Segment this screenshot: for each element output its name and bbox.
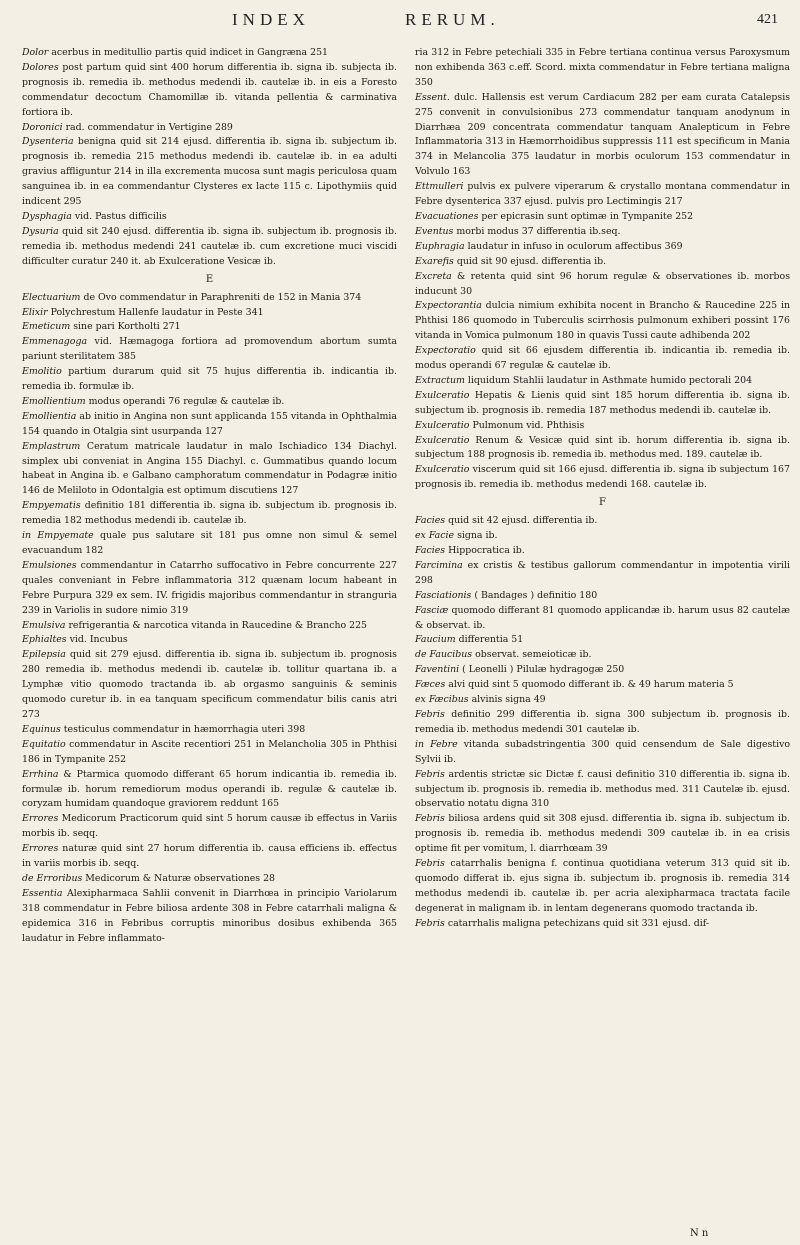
index-entry-headword: Farcimina xyxy=(415,559,463,571)
index-entry xyxy=(22,812,397,842)
index-entry-text: quale pus salutare sit 181 pus omne non simul & semel evacuandum 182 xyxy=(22,530,397,556)
index-entry-text: catarrhalis maligna petechizans quid sit 331 ejusd. dif- xyxy=(447,917,710,929)
index-entry-text: ex cristis & testibus gallorum commendantur in impotentia virili 298 xyxy=(415,559,790,586)
index-entry xyxy=(22,335,397,365)
index-entry xyxy=(22,210,397,225)
index-entry-headword: ex Facie xyxy=(415,530,455,542)
index-entry-headword: Errores xyxy=(22,813,59,825)
index-entry-headword: Emolitio xyxy=(22,366,62,378)
index-entry-headword: Emulsiones xyxy=(22,559,77,571)
index-entry-text: quid sit 42 ejusd. differentia ib. xyxy=(448,515,598,527)
index-entry-headword: Dysphagia xyxy=(22,210,72,222)
index-entry xyxy=(22,648,397,723)
index-entry xyxy=(22,135,397,210)
index-entry-text: & retenta quid sint 96 horum regulæ & observationes ib. morbos inducunt 30 xyxy=(415,270,790,297)
index-entry xyxy=(22,121,397,136)
index-entry-text: naturæ quid sint 27 horum differentia ib. causa efficiens ib. effectus in variis morbis ib. seqq. xyxy=(22,843,397,870)
index-entry xyxy=(22,395,397,410)
index-entry-text: commendatur in Ascite recentiori 251 in Melancholia 305 in Phthisi 186 in Tympanite 252 xyxy=(22,738,397,765)
index-entry-headword: Ephialtes xyxy=(22,634,67,646)
index-entry-headword: Eventus xyxy=(415,225,454,237)
index-entry-headword: Exulceratio xyxy=(415,419,470,431)
index-entry-text: definitio 299 differentia ib. signa 300 subjectum ib. prognosis ib. remedia ib. methodus medendi 301 cautelæ ib. xyxy=(415,708,790,735)
index-entry-text: ardentis strictæ sic Dictæ f. causi definitio 310 differentia ib. signa ib. subjectum ib. prognosis ib. remedia ib. methodus med. 311 Cautelæ ib. ejusd. observatio notatu digna 310 xyxy=(415,768,790,810)
index-entry-text: sine pari Kortholti 271 xyxy=(73,321,181,333)
index-entry-text: Pulmonum vid. Phthisis xyxy=(472,419,585,431)
running-head-left: INDEX xyxy=(232,10,310,29)
index-entry xyxy=(415,559,790,589)
index-entry-headword: ex Fæcibus xyxy=(415,694,469,706)
index-entry-text: catarrhalis benigna f. continua quotidiana veterum 313 quid sit ib. quomodo differat ib. ejus signa ib. subjectum ib. prognosis ib. remedia 314 methodus medendi ib. cautelæ ib. per acria alexipharmaca tractata facile degenerat in malignam ib. in lentam degenerans quomodo tractanda ib. xyxy=(415,858,790,914)
index-entry-text: de Ovo commendatur in Paraphreniti de 152 in Mania 374 xyxy=(83,291,362,303)
index-entry-headword: Febris xyxy=(415,708,445,720)
index-entry-headword: Elixir xyxy=(22,306,48,318)
index-entry-text: alvinis signa 49 xyxy=(471,694,546,706)
index-entry-headword: Fæces xyxy=(415,679,446,691)
section-letter: F xyxy=(599,497,606,509)
index-entry-headword: Electuarium xyxy=(22,291,81,303)
index-entry-text: Hippocratica ib. xyxy=(448,545,525,556)
index-entry xyxy=(22,738,397,768)
index-entry-headword: Febris xyxy=(415,858,445,870)
index-entry xyxy=(22,440,397,500)
index-entry xyxy=(22,559,397,619)
index-entry-text: post partum quid sint 400 horum differentia ib. signa ib. subjecta ib. prognosis ib. remedia ib. methodus medendi ib. cautelæ ib. in eis a Foresto commendatur decoctum Chamomillæ ib. vitanda pellentia & carminativa fortiora ib. xyxy=(22,61,397,118)
index-entry-headword: Emollientia xyxy=(22,410,77,422)
index-entry xyxy=(415,693,790,708)
index-entry-text: ab initio in Angina non sunt applicanda 155 vitanda in Ophthalmia 154 quando in Otalgia sint usurpanda 127 xyxy=(22,410,397,437)
index-entry xyxy=(415,589,790,604)
index-entry xyxy=(415,708,790,738)
index-entry-headword: Doronici xyxy=(22,121,63,133)
index-entry-text: observat. semeioticæ ib. xyxy=(475,649,592,661)
index-entry-text: ria 312 in Febre petechiali 335 in Febre tertiana continua versus Paroxysmum non exhibenda 363 c.eff. Scord. mixta commendatur in Febre tertiana maligna 350 xyxy=(415,47,790,88)
index-entry-text: laudatur in infuso in oculorum affectibus 369 xyxy=(467,240,683,252)
index-entry-text: vitanda subadstringentia 300 quid censendum de Sale digestivo Sylvii ib. xyxy=(415,738,790,765)
index-entry xyxy=(415,225,790,240)
index-entry-headword: Expectorantia xyxy=(415,300,482,312)
index-entry xyxy=(22,320,397,335)
index-entry xyxy=(415,180,790,210)
index-entry-headword: Emmenagoga xyxy=(22,336,88,348)
index-entry-headword: in Empyemate xyxy=(22,530,94,542)
index-entry-headword: Essent. xyxy=(415,91,450,103)
index-entry xyxy=(415,812,790,857)
index-entry-headword: Dolor xyxy=(22,47,49,58)
index-entry xyxy=(415,663,790,678)
index-entry-text: vid. Pastus difficilis xyxy=(74,210,167,222)
index-entry-text: morbi modus 37 differentia ib.seq. xyxy=(456,225,621,237)
index-entry xyxy=(22,619,397,634)
index-entry xyxy=(22,768,397,813)
index-entry-headword: Fasciationis xyxy=(415,589,472,601)
index-entry-headword: Exarefis xyxy=(415,255,454,267)
index-entry xyxy=(22,529,397,559)
index-entry-text: viscerum quid sit 166 ejusd. differentia ib. signa ib subjectum 167 prognosis ib. remedia ib. methodus medendi 168. cautelæ ib. xyxy=(415,464,790,491)
index-entry xyxy=(415,604,790,634)
index-entry xyxy=(22,633,397,648)
index-entry-headword: Facies xyxy=(415,515,446,527)
index-entry-text: Medicorum Practicorum quid sint 5 horum causæ ib effectus in Variis morbis ib. seqq. xyxy=(22,813,397,840)
index-entry-headword: Febris xyxy=(415,768,445,780)
index-entry xyxy=(22,365,397,395)
index-entry-headword: Evacuationes xyxy=(415,210,479,222)
index-entry xyxy=(22,61,397,121)
index-entry-text: quid sit 240 ejusd. differentia ib. signa ib. subjectum ib. prognosis ib. remedia ib. methodus medendi 241 cautelæ ib. cum excretione muci viscidi difficulter curatur 240 it. ab Exulceratione Vesicæ ib. xyxy=(22,225,397,267)
index-entry-headword: Excreta xyxy=(415,270,452,282)
index-entry xyxy=(415,648,790,663)
index-entry xyxy=(415,210,790,225)
index-entry-text: testiculus commendatur in hæmorrhagia uteri 398 xyxy=(63,723,306,735)
index-entry-text: benigna quid sit 214 ejusd. differentia ib. signa ib. subjectum ib. prognosis ib. remedia 215 methodus medendi ib. cautelæ ib. in ea adulti gravius affliguntur 214 in illa excrementa mucosa sunt magis periculosa quam sanguinea ib. in ea commendantur Clysteres ex lacte 115 c. Lipothymiis quid indicent 295 xyxy=(22,136,397,208)
index-entry xyxy=(22,842,397,872)
index-entry-text: liquidum Stahlii laudatur in Asthmate humido pectorali 204 xyxy=(467,374,753,386)
index-entry-text: refrigerantia & narcotica vitanda in Raucedine & Brancho 225 xyxy=(68,619,368,631)
footer xyxy=(0,1228,800,1242)
index-entry xyxy=(415,46,790,91)
index-entry-text: partium durarum quid sit 75 hujus differentia ib. indicantia ib. remedia ib. formulæ ib. xyxy=(22,366,397,393)
index-entry xyxy=(415,374,790,389)
index-entry-text: Alexipharmaca Sahlii convenit in Diarrhœa in principio Variolarum 318 commendatur in Febre biliosa ardente 308 in Febre catarrhali maligna & epidemica 316 in Febribus corruptis minoribus dosibus exhibenda 365 laudatur in Febre inflammato- xyxy=(22,887,397,944)
index-entry-headword: Dysenteria xyxy=(22,136,74,148)
index-entry-text: alvi quid sint 5 quomodo differant ib. & 49 harum materia 5 xyxy=(448,679,734,691)
index-entry-headword: Dysuria xyxy=(22,225,59,237)
index-entry-headword: Fasciæ xyxy=(415,604,449,616)
index-entry-headword: Febris xyxy=(415,917,445,929)
index-entry-text: pulvis ex pulvere viperarum & crystallo montana commendatur in Febre dysenterica 337 ejusd. pulvis pro Lectimingis 217 xyxy=(415,181,790,208)
index-entry xyxy=(415,434,790,464)
index-entry-headword: Errhina xyxy=(22,768,59,780)
index-entry-headword: Equinus xyxy=(22,723,61,735)
index-entry xyxy=(22,46,397,61)
signature-mark: N n xyxy=(690,1228,709,1239)
index-entry-text: Ceratum matricale laudatur in malo Ischiadico 134 Diachyl. simplex ubi conveniat in Angina 155 Diachyl. c. Gummatibus quando locum habeat in Angina ib. e Galbano camphoratum commendatur in Podagræ initio 146 de Meliloto in Odontalgia est optimum discutiens 127 xyxy=(22,440,397,497)
index-entry-text: dulc. Hallensis est verum Cardiacum 282 per eam curata Catalepsis 275 convenit in convulsionibus 273 commendatur tanquam anodynum in Diarrhæa 209 concentrata commendatur tanquam Analepticum in Febre Inflammatoria 313 in Hæmorrhoidibus suppressis 111 est specificum in Mania 374 in Melancolia 375 laudatur in morbis oculorum 153 commendatur in Volvulo 163 xyxy=(415,91,790,178)
index-entry-text: commendantur in Catarrho suffocativo in Febre concurrente 227 quales conveniant in Febre inflammatoria 312 quænam locum habeant in Febre Purpura 329 ex sem. IV. frigidis majoribus commendantur in stranguria 239 in Variolis in sudore nimio 319 xyxy=(22,559,397,616)
index-entry-text: per epicrasin sunt optimæ in Tympanite 252 xyxy=(481,210,694,222)
right-column xyxy=(415,46,790,1226)
running-head xyxy=(0,10,800,36)
page-number: 421 xyxy=(757,12,778,27)
index-entry-headword: Exulceratio xyxy=(415,434,470,446)
index-entry xyxy=(22,291,397,306)
index-entry xyxy=(415,633,790,648)
index-entry xyxy=(415,678,790,693)
running-head-right: RERUM. xyxy=(405,10,500,29)
index-entry-text: dulcia nimium exhibita nocent in Brancho & Raucedine 225 in Phthisi 186 quomodo in Tuberculis scirrhosis pulmonum exhiberi possint 176 vitanda in Vomica pulmonum 180 in quavis Tussi caute adhibenda 202 xyxy=(415,300,790,342)
index-entry xyxy=(22,225,397,270)
index-entry-headword: Equitatio xyxy=(22,738,66,750)
index-entry-text: Hepatis & Lienis quid sint 185 horum differentia ib. signa ib. subjectum ib. prognosis ib. remedia 187 methodus medendi ib. cautelæ ib. xyxy=(415,389,790,416)
index-entry xyxy=(415,463,790,493)
index-entry-headword: Emeticum xyxy=(22,321,71,333)
index-entry-text: signa ib. xyxy=(457,530,498,542)
index-entry xyxy=(22,499,397,529)
index-entry-text: ( Leonelli ) Pilulæ hydragogæ 250 xyxy=(462,664,625,676)
index-entry-headword: Epilepsia xyxy=(22,649,66,661)
index-entry xyxy=(415,270,790,300)
index-entry-text: acerbus in meditullio partis quid indicet in Gangræna 251 xyxy=(51,47,329,58)
index-entry-headword: Empyematis xyxy=(22,500,81,512)
index-entry-text: rad. commendatur in Vertigine 289 xyxy=(65,121,233,133)
index-entry xyxy=(415,857,790,917)
index-entry-headword: Emulsiva xyxy=(22,619,66,631)
index-entry xyxy=(22,887,397,947)
index-entry-headword: Ettmulleri xyxy=(415,181,464,193)
index-entry xyxy=(415,514,790,529)
index-entry xyxy=(415,738,790,768)
section-letter: E xyxy=(205,273,214,285)
index-entry-text: Polychrestum Hallenfe laudatur in Peste 341 xyxy=(50,306,264,318)
index-entry xyxy=(415,389,790,419)
index-entry xyxy=(415,299,790,344)
index-entry-headword: de Erroribus xyxy=(22,872,83,884)
index-entry-text: quid sit 66 ejusdem differentia ib. indicantia ib. remedia ib. modus operandi 67 regulæ & cautelæ ib. xyxy=(415,345,790,372)
index-entry xyxy=(415,344,790,374)
index-entry-headword: Faucium xyxy=(415,634,456,646)
index-entry xyxy=(415,544,790,559)
index-entry xyxy=(22,723,397,738)
index-entry-headword: Extractum xyxy=(415,374,465,386)
index-entry-text: & Ptarmica quomodo differant 65 horum indicantia ib. remedia ib. formulæ ib. horum remediorum modus operandi ib. regulæ & cautelæ ib. coryzam humidam quandoque graviorem reddunt 165 xyxy=(22,768,397,810)
index-entry-headword: Euphragia xyxy=(415,240,465,252)
index-entry-headword: Dolores xyxy=(22,61,59,73)
index-entry xyxy=(415,255,790,270)
index-entry-headword: Essentia xyxy=(22,887,63,899)
index-entry xyxy=(415,917,790,932)
index-entry-text: Renum & Vesicæ quid sint ib. horum differentia ib. signa ib. subjectum 188 prognosis ib. remedia ib. methodus med. 189. cautelæ ib. xyxy=(415,434,790,461)
index-entry-text: quid sit 90 ejusd. differentia ib. xyxy=(456,255,607,267)
index-entry-headword: Emollientium xyxy=(22,395,86,407)
index-entry-text: modus operandi 76 regulæ & cautelæ ib. xyxy=(88,395,285,407)
index-entry-text: definitio 181 differentia ib. signa ib. subjectum ib. prognosis ib. remedia 182 methodus medendi ib. cautelæ ib. xyxy=(22,500,397,527)
index-entry xyxy=(22,306,397,321)
index-entry xyxy=(415,768,790,813)
index-entry xyxy=(415,240,790,255)
index-entry-text: vid. Hæmagoga fortiora ad promovendum abortum sumta pariunt sterilitatem 385 xyxy=(22,336,397,363)
index-entry xyxy=(22,410,397,440)
index-entry-headword: Emplastrum xyxy=(22,440,81,452)
index-entry-headword: Errores xyxy=(22,843,59,855)
index-entry-headword: Exulceratio xyxy=(415,389,470,401)
index-entry-text: Medicorum & Naturæ observationes 28 xyxy=(85,872,276,884)
index-entry-text: biliosa ardens quid sit 308 ejusd. differentia ib. signa ib. subjectum ib. prognosis ib. remedia ib. methodus medendi 309 cautelæ ib. in ea crisis optime fit per vomitum, l. diarrhœam 39 xyxy=(415,813,790,855)
index-entry-text: vid. Incubus xyxy=(69,634,128,646)
index-entry-headword: Facies xyxy=(415,545,446,556)
left-column xyxy=(22,46,397,1226)
index-entry xyxy=(415,91,790,180)
index-entry-headword: in Febre xyxy=(415,738,458,750)
index-entry xyxy=(415,419,790,434)
index-entry-headword: Febris xyxy=(415,813,445,825)
index-entry-headword: Faventini xyxy=(415,664,460,676)
index-entry-text: quid sit 279 ejusd. differentia ib. signa ib. subjectum ib. prognosis 280 remedia ib. methodus medendi ib. cautelæ ib. tollitur quartana ib. a Lymphæ vitio quomodo tractanda ib. ab orgasmo sanguinis & seminis quomodo curetur ib. in ea tanquam specificum commendatur bilis canis atri 273 xyxy=(22,649,397,720)
index-entry xyxy=(415,529,790,544)
index-entry-headword: Expectoratio xyxy=(415,345,476,357)
index-entry-text: quomodo differant 81 quomodo applicandæ ib. harum usus 82 cautelæ & observat. ib. xyxy=(415,604,790,631)
index-entry-headword: de Faucibus xyxy=(415,649,473,661)
index-entry-text: ( Bandages ) definitio 180 xyxy=(474,589,598,601)
index-entry xyxy=(22,872,397,887)
index-entry-headword: Exulceratio xyxy=(415,464,470,476)
index-entry-text: differentia 51 xyxy=(458,634,524,646)
